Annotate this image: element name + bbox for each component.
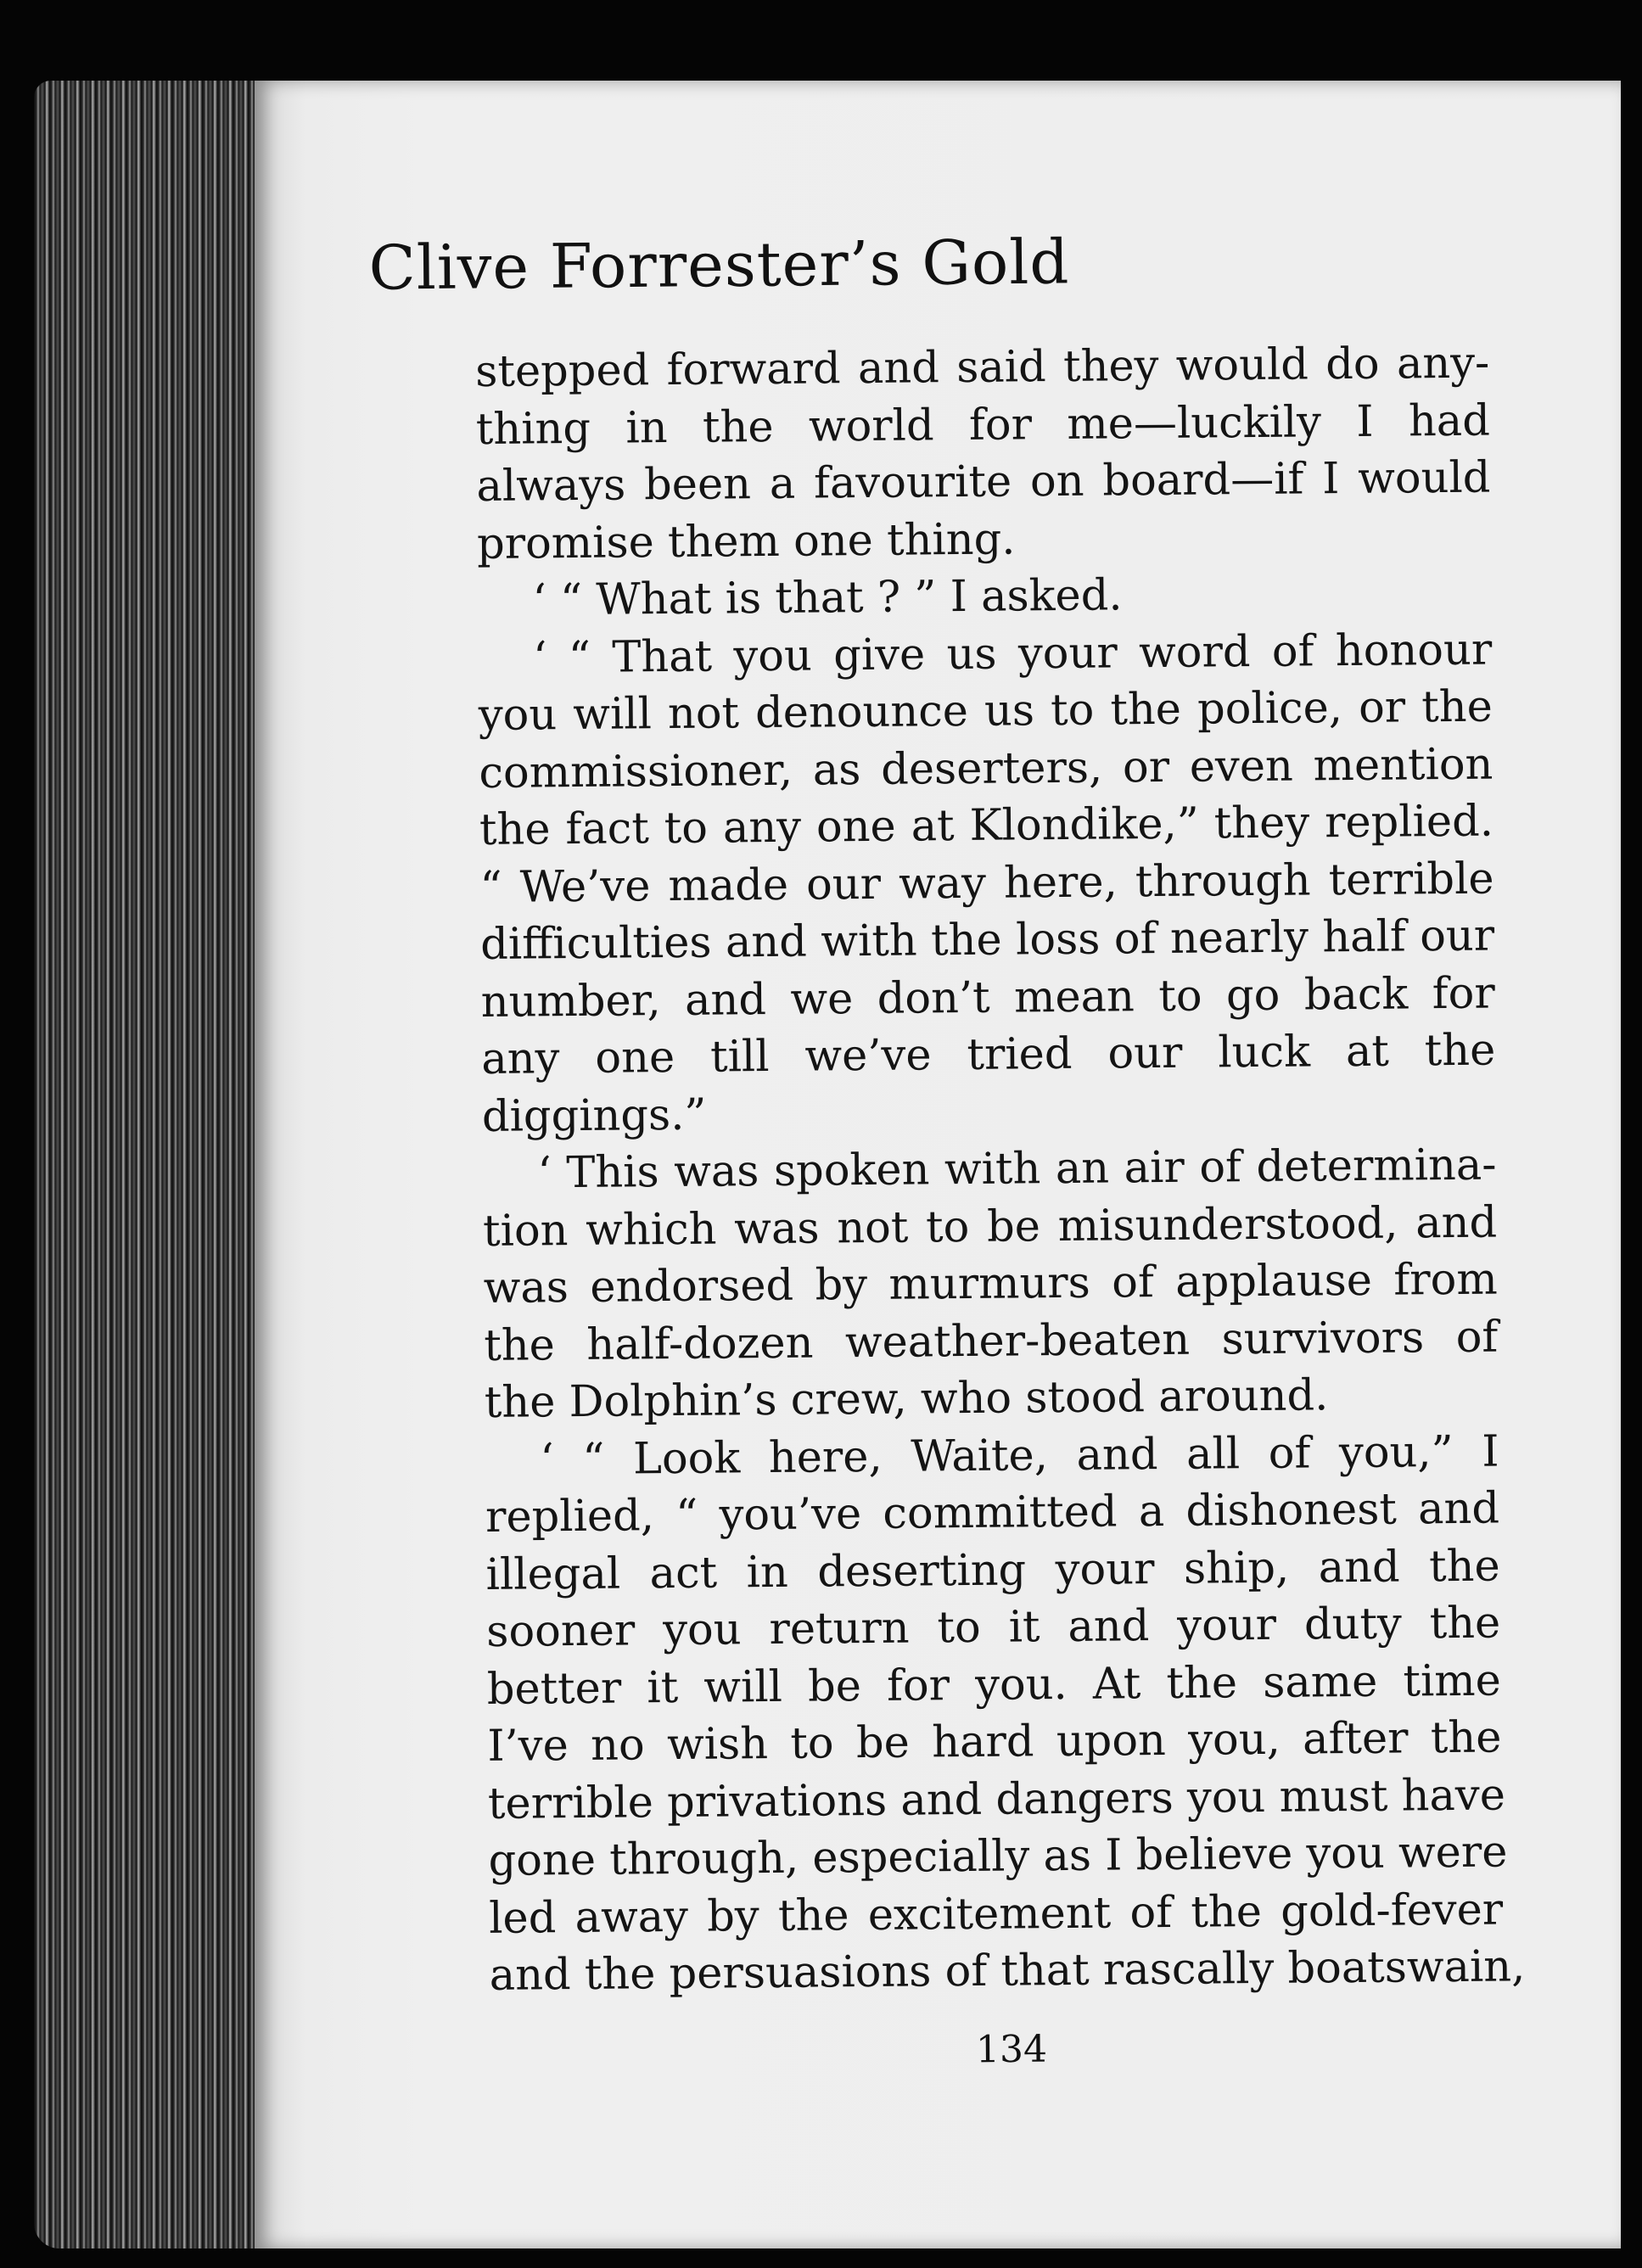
text-line: the fact to any one at Klondike,” they replied. <box>479 796 1494 855</box>
text-line: I’ve no wish to be hard upon you, after the <box>487 1712 1502 1772</box>
text-line: stepped forward and said they would do any- <box>475 338 1490 397</box>
text-line: difficulties and with the loss of nearly half our <box>479 910 1495 970</box>
text-line: number, and we don’t mean to go back for <box>480 968 1495 1028</box>
text-line: terrible privations and dangers you must have <box>487 1769 1506 1829</box>
text-line: ‘ “ What is that ? ” I asked. <box>532 570 1123 626</box>
text-line: the Dolphin’s crew, who stood around. <box>484 1370 1329 1428</box>
text-line: “ We’ve made our way here, through terrible <box>479 854 1494 913</box>
text-line: illegal act in deserting your ship, and the <box>485 1541 1500 1600</box>
text-line: commissioner, as deserters, or even mention <box>479 739 1493 798</box>
text-line: promise them one thing. <box>476 513 1016 569</box>
text-line: sooner you return to it and your duty the <box>485 1598 1501 1657</box>
body-text <box>475 335 1526 2005</box>
text-line: tion which was not to be misunderstood, and <box>482 1197 1498 1257</box>
text-line: and the persuasions of that rascally boatswain, <box>489 1941 1526 2001</box>
text-line: led away by the excitement of the gold-fever <box>488 1884 1504 1944</box>
text-line: you will not denounce us to the police, or the <box>478 681 1493 741</box>
text-line: thing in the world for me—luckily I had <box>475 395 1491 455</box>
page-number: 134 <box>975 2027 1048 2072</box>
text-line: better it will be for you. At the same time <box>486 1655 1502 1715</box>
text-line: the half-dozen weather-beaten survivors of <box>484 1312 1499 1371</box>
text-line: ‘ This was spoken with an air of determina- <box>537 1140 1497 1199</box>
text-line: replied, “ you’ve committed a dishonest and <box>485 1483 1500 1543</box>
text-line: ‘ “ Look here, Waite, and all of you,” I <box>540 1426 1499 1485</box>
running-header: Clive Forrester’s Gold <box>368 226 1070 304</box>
text-line: ‘ “ That you give us your word of honour <box>532 624 1493 683</box>
text-line: gone through, especially as I believe you were <box>488 1827 1508 1886</box>
text-line: always been a favourite on board—if I would <box>476 452 1491 512</box>
text-line: any one till we’ve tried our luck at the <box>481 1025 1496 1084</box>
text-line: diggings.” <box>481 1089 707 1142</box>
text-line: was endorsed by murmurs of applause from <box>483 1254 1498 1313</box>
